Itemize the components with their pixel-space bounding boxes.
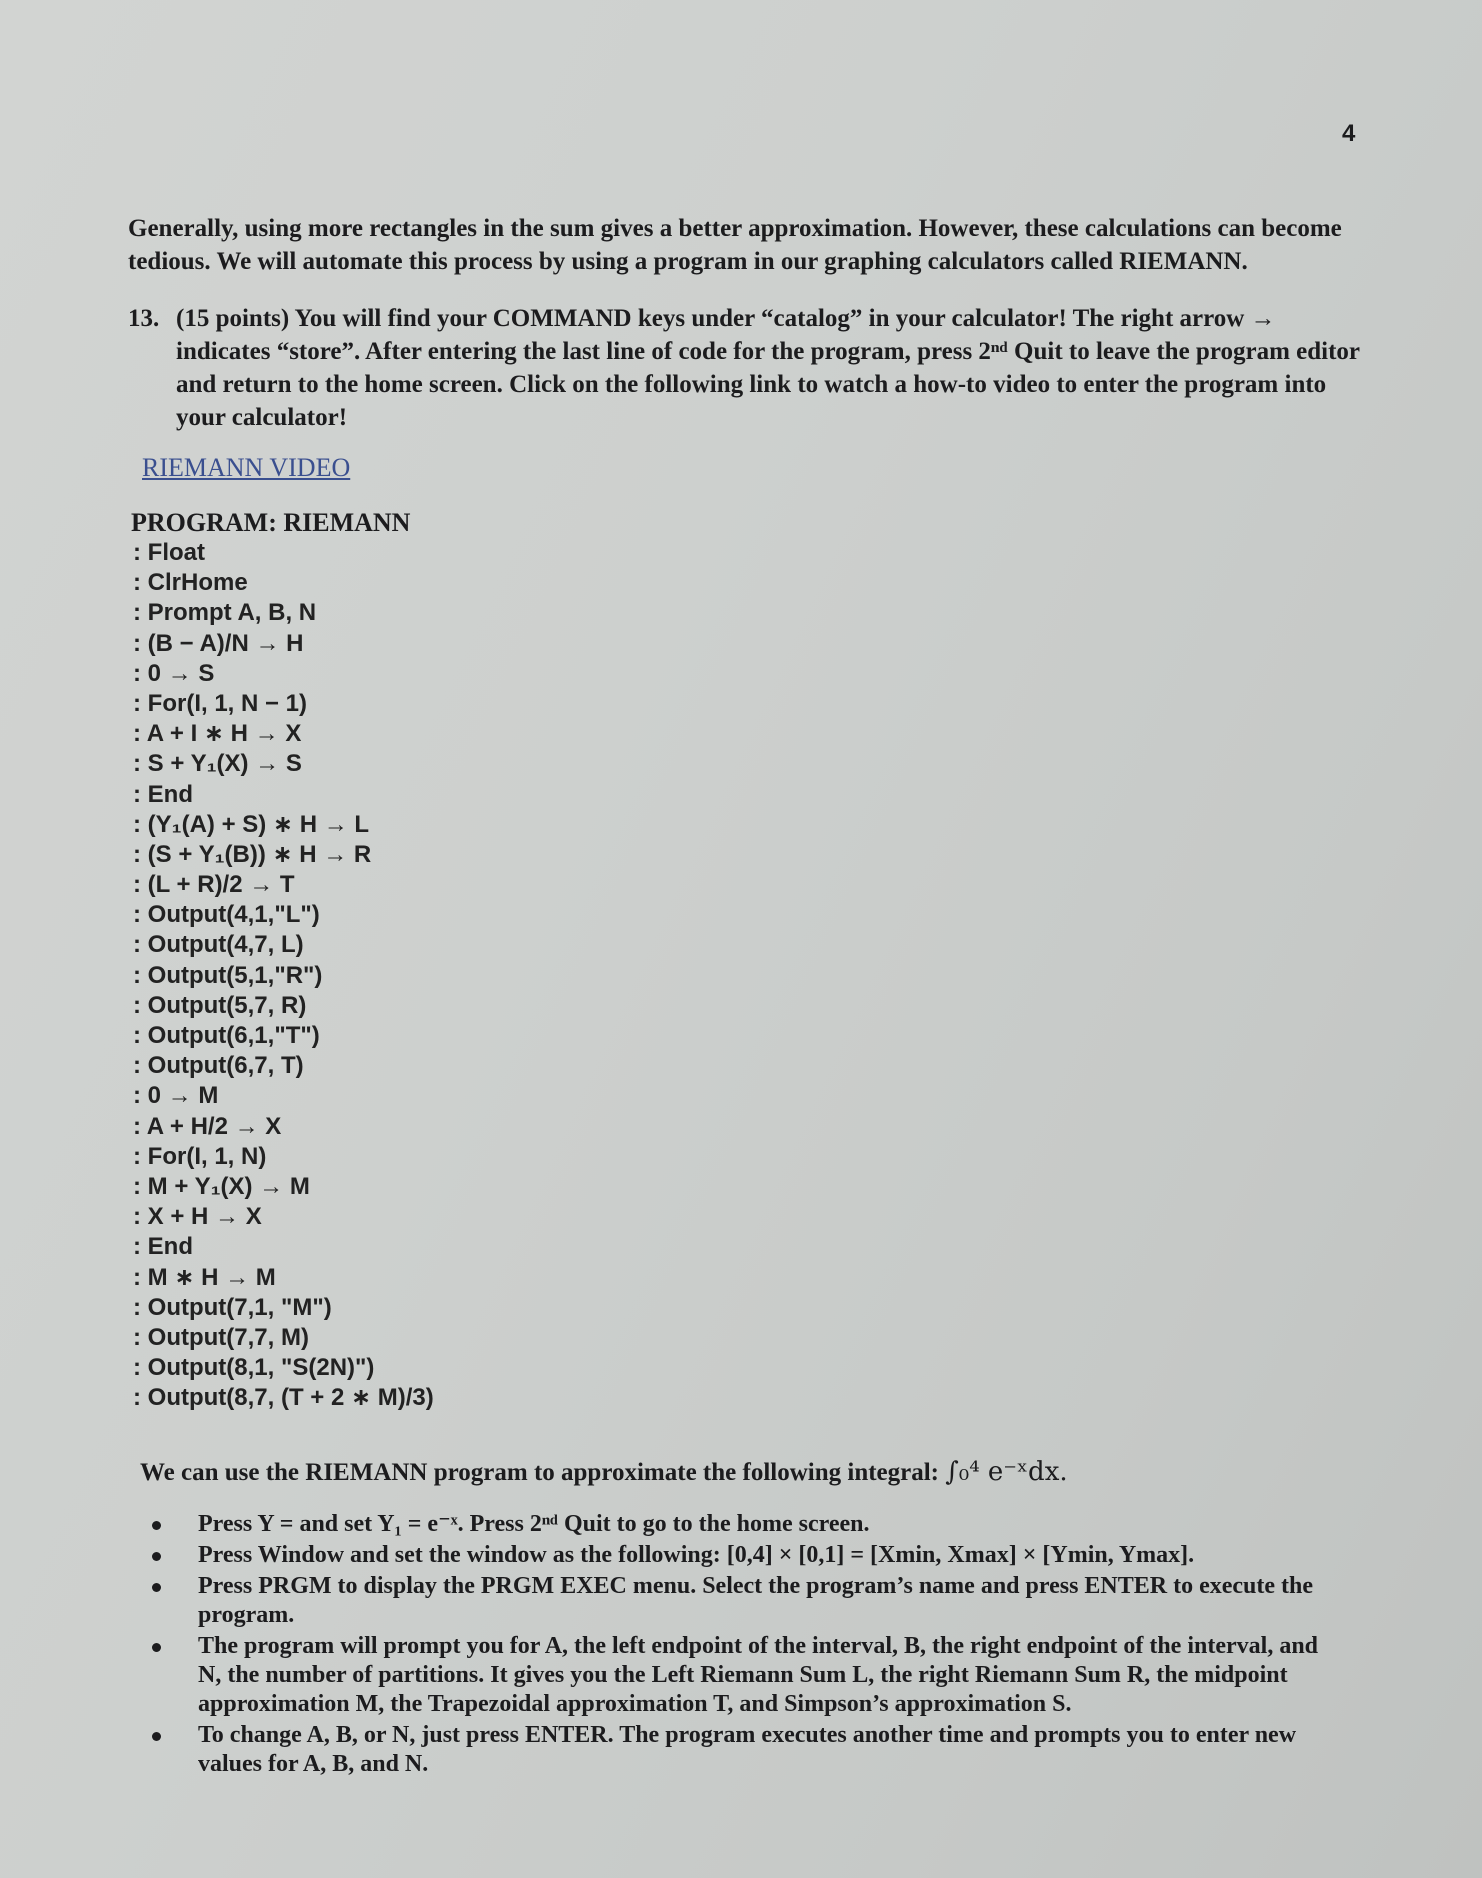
bullet-dot-icon bbox=[152, 1521, 161, 1530]
question-text: (15 points) You will find your COMMAND keys under “catalog” in your calculator! The right arrow → indicates “store”. After entering the last line of code for the program, press 2ⁿᵈ Quit to leave the program editor and return to the home screen. Click on the following link to watch a how-to video to enter the program into your calculator! bbox=[176, 305, 1360, 431]
code-line: : X + H → X bbox=[133, 1203, 262, 1231]
code-line: : For(I, 1, N − 1) bbox=[133, 689, 308, 717]
code-line: : (L + R)/2 → T bbox=[133, 871, 295, 899]
question-number: 13. bbox=[128, 305, 160, 332]
integral-expression: ∫₀⁴ e⁻ˣdx. bbox=[945, 1457, 1068, 1487]
instruction-text: Press Window and set the window as the following: [0,4] × [0,1] = [Xmin, Xmax] × [Ymin, Ymax]. bbox=[198, 1542, 1195, 1568]
bullet-dot-icon bbox=[152, 1552, 161, 1561]
instruction-item bbox=[150, 1510, 1340, 1539]
integral-intro bbox=[140, 1457, 1068, 1487]
code-line: : 0 → S bbox=[133, 659, 215, 687]
code-line: : Prompt A, B, N bbox=[133, 599, 317, 627]
intro-paragraph: Generally, using more rectangles in the sum gives a better approximation. However, these calculations can become tedious. We will automate this process by using a program in our graphing calculators called RIEMANN. bbox=[128, 215, 1342, 275]
integral-intro-text: We can use the RIEMANN program to approximate the following integral: bbox=[140, 1459, 946, 1486]
instruction-list bbox=[150, 1510, 1340, 1781]
code-line: : Output(4,7, L) bbox=[133, 931, 304, 959]
code-line: : Output(5,7, R) bbox=[133, 991, 307, 1019]
code-line: : Output(6,7, T) bbox=[133, 1052, 304, 1080]
code-line: : Output(6,1,"T") bbox=[133, 1022, 320, 1049]
program-title: PROGRAM: RIEMANN bbox=[131, 508, 411, 537]
instruction-text: Press Y = and set Y₁ = e⁻ˣ. Press 2ⁿᵈ Quit to go to the home screen. bbox=[198, 1511, 870, 1537]
instruction-text: To change A, B, or N, just press ENTER. The program executes another time and prompts you to enter new values for A, B, and N. bbox=[198, 1722, 1297, 1777]
code-line: : Output(7,1, "M") bbox=[133, 1293, 332, 1321]
code-line: : End bbox=[133, 1233, 193, 1261]
code-line: : Output(7,7, M) bbox=[133, 1323, 309, 1351]
code-line: : Output(8,7, (T + 2 ∗ M)/3) bbox=[133, 1384, 434, 1412]
instruction-text: Press PRGM to display the PRGM EXEC menu. Select the program’s name and press ENTER to execute the program. bbox=[198, 1573, 1314, 1628]
code-line: : (S + Y₁(B)) ∗ H → R bbox=[133, 840, 372, 868]
page-number: 4 bbox=[1342, 120, 1356, 147]
code-line: : A + H/2 → X bbox=[133, 1112, 282, 1140]
program-code bbox=[133, 538, 434, 1413]
code-line: : ClrHome bbox=[133, 569, 248, 597]
question-13 bbox=[128, 302, 1368, 434]
code-line: : 0 → M bbox=[133, 1082, 219, 1110]
instruction-item bbox=[150, 1572, 1340, 1630]
code-line: : (Y₁(A) + S) ∗ H → L bbox=[133, 810, 370, 838]
bullet-dot-icon bbox=[152, 1643, 161, 1652]
code-line: : End bbox=[133, 780, 193, 808]
code-line: : (B − A)/N → H bbox=[133, 629, 304, 657]
code-line: : Output(8,1, "S(2N)") bbox=[133, 1354, 375, 1382]
riemann-video-link[interactable]: RIEMANN VIDEO bbox=[142, 453, 351, 482]
code-line: : Output(5,1,"R") bbox=[133, 961, 323, 989]
instruction-item bbox=[150, 1721, 1340, 1779]
code-line: : A + I ∗ H → X bbox=[133, 720, 302, 748]
code-line: : M ∗ H → M bbox=[133, 1263, 276, 1291]
instruction-item bbox=[150, 1541, 1340, 1570]
code-line: : M + Y₁(X) → M bbox=[133, 1172, 310, 1200]
code-line: : Float bbox=[133, 539, 205, 566]
code-line: : For(I, 1, N) bbox=[133, 1142, 267, 1170]
code-line: : S + Y₁(X) → S bbox=[133, 750, 302, 778]
bullet-dot-icon bbox=[152, 1732, 161, 1741]
bullet-dot-icon bbox=[152, 1583, 161, 1592]
instruction-item bbox=[150, 1632, 1340, 1719]
instruction-text: The program will prompt you for A, the left endpoint of the interval, B, the right endpoint of the interval, and N, the number of partitions. It gives you the Left Riemann Sum L, the right Riemann Sum R, the midpoint approximation M, the Trapezoidal approximation T, and Simpson’s approximation S. bbox=[198, 1633, 1319, 1717]
code-line: : Output(4,1,"L") bbox=[133, 901, 320, 929]
